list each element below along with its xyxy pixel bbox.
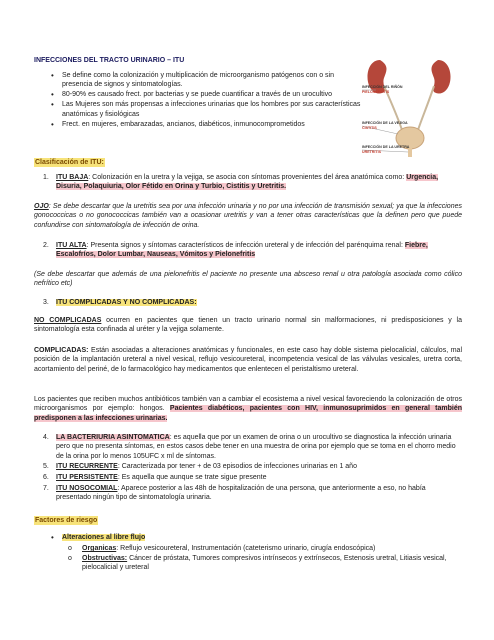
urethra-term: URETRITIS [362,150,381,154]
itu-baja-text: : Colonización en la uretra y la vejiga, se asocia con síntomas provenientes del área anatómica como: [88,174,407,181]
complicadas-text: Están asociadas a alteraciones anatómicas y funcionales, en este caso hay doble sistema pielocalicial, cálculos, mal posición de la implantación ureteral a nivel vesical, reflujo vesicoureteral, incompetencia vesical de las válvulas vesicales, uretra corta, acortamiento del periné, de lo farmacológico hay medicamentos que enlentecen el peristaltismo ureteral. [34,347,462,373]
intro-bullet: • Se define como la colonización y multiplicación de microorganismo patógenos con o sin presencia de signos y sintomatologías. [62,71,362,90]
classification-heading: Clasificación de ITU: [35,159,104,166]
kidney-label: INFECCIÓN DEL RIÑÓN [362,85,403,89]
itu-alta-note: (Se debe descartar que además de una pielonefritis el paciente no presente una absceso renal u otra patología asociada como cólico nefrítico etc) [34,271,462,288]
no-complicadas-text: ocurren en pacientes que tienen un tracto urinario normal sin malformaciones, ni predisposiciones y la sintomatología esta confinada al uréter y la vejiga solamente. [34,317,463,334]
bladder-term: CISTITIS [362,126,377,130]
bacteriuria-item [43,433,460,461]
obstructivas-text: Cáncer de próstata, Tumores compresivos intrínsecos y extrínsecos, Estenosis uretral, Litiasis vesical, pielocalicial y ureteral [82,554,447,572]
right-ureter [418,86,434,130]
itu-alta-symptoms: Fiebre, Escalofríos, Dolor Lumbar, Nauseas, Vómitos y Pielonefritis [56,242,428,259]
kidney-term: PIELONEFRITIS [362,90,390,94]
antibiotics-highlight: Pacientes diabéticos, pacientes con HIV, inmunosuprimidos en general también predisponen a las infecciones urinarias. [34,405,462,422]
page-title: INFECCIONES DEL TRACTO URINARIO – ITU [34,57,185,64]
itu-baja-symptoms: Urgencia, Disuria, Polaquiuria, Olor Fétido en Orina y Turbio, Cistitis y Uretritis. [56,174,439,191]
intro-bullet: • Frect. en mujeres, embarazadas, ancianos, diabéticos, inmunocomprometidos [62,120,362,129]
itu-alta-item [43,241,460,260]
item-number: 1. [43,174,49,181]
ojo-note [34,202,462,230]
bladder-label: INFECCIÓN DE LA VEJIGA [362,121,408,125]
antibiotics-paragraph [34,395,462,423]
organicas-text: : Reflujo vesicoureteral, Instrumentación (cateterismo urinario, cirugía endoscópica) [116,545,376,553]
risk-sub-item [62,544,462,553]
no-complicadas-label: NO COMPLICADAS [34,317,102,324]
urinary-tract-illustration [358,54,464,158]
risk-item-label: Alteraciones al libre flujo [62,534,146,541]
itu-nosocomial-term: ITU NOSOCOMIAL [56,485,118,492]
item-number: 7. [43,485,49,492]
itu-complicadas-item [43,298,460,307]
intro-bullet: • Las Mujeres son más propensas a infecciones urinarias que los hombres por sus características anatómicas y fisiológicas [62,100,362,119]
item-number: 5. [43,463,49,470]
antibiotics-text: Los pacientes que reciben muchos antibióticos también van a cambiar el ecosistema a nivel vesical favoreciendo la colonización de otros microorganismos por ejemplo: hongos. [34,396,462,413]
sub-bullet-icon: o [68,545,72,553]
itu-alta-text: : Presenta signos y síntomas característicos de infección ureteral y de infección del parénquima renal: [86,242,405,249]
ojo-label: OJO [34,203,49,210]
right-kidney [432,60,451,94]
complicadas-label: COMPLICADAS: [34,347,89,354]
itu-alta-term: ITU ALTA [56,242,87,249]
organicas-term: Organicas [82,545,117,553]
no-complicadas-paragraph [34,316,462,335]
complicadas-paragraph [34,346,462,374]
itu-complicadas-term: ITU COMPLICADAS Y NO COMPLICADAS: [56,299,197,306]
risk-heading: Factores de riesgo [35,517,98,524]
urethra [408,148,412,157]
ojo-text: : Se debe descartar que la uretritis sea por una infección urinaria y no por una infección de transmisión sexual; ya que la infecciones gonococcicas o no gonococcicas también van a ocasionar uretritis y van a tener otras características que la definen pero que puede confundirse con sintomatología de infección de orina. [34,203,462,229]
intro-bullet: • 80-90% es causado frect. por bacterias y se puede cuantificar a través de un urocultivo [62,90,362,99]
risk-sub-item [62,554,462,573]
obstructivas-term: Obstructivas: [82,554,128,562]
sub-bullet-icon: o [68,554,72,562]
urethra-label: INFECCIÓN DE LA URETRA [362,145,410,149]
item-number: 2. [43,242,49,249]
risk-item [62,533,462,573]
itu-recurrente-text: : Caracterizada por tener + de 03 episodios de infecciones urinarias en 1 año [117,463,357,470]
intro-bullet-list [62,71,362,129]
itu-recurrente-term: ITU RECURRENTE [56,463,118,470]
itu-nosocomial-item [43,484,460,503]
item-number: 4. [43,434,49,441]
itu-baja-item [43,173,460,192]
bacteriuria-term: LA BACTERIURIA ASINTOMATICA [56,434,170,441]
item-number: 6. [43,474,49,481]
itu-baja-term: ITU BAJA [56,174,89,181]
itu-persistente-item [43,473,460,482]
itu-recurrente-item [43,462,460,471]
itu-nosocomial-text: : Aparece posterior a las 48h de hospitalización de una persona, que anteriormente a eso, no había presentado ningún tipo de sintomatología urinaria. [56,485,426,502]
item-number: 3. [43,299,49,306]
itu-persistente-text: : Es aquella que aunque se trate sigue presente [117,474,267,481]
bacteriuria-text: : es aquella que por un examen de orina o un urocultivo se diagnostica la infección urinaria pero que no presenta síntomas, en estos casos debe tener en una muestra de orina por ejemplo que se toma en el chorro medio de la orina por lo menos 105UFC x ml de síntomas. [56,434,456,460]
itu-persistente-term: ITU PERSISTENTE [56,474,118,481]
risk-list [62,533,462,573]
